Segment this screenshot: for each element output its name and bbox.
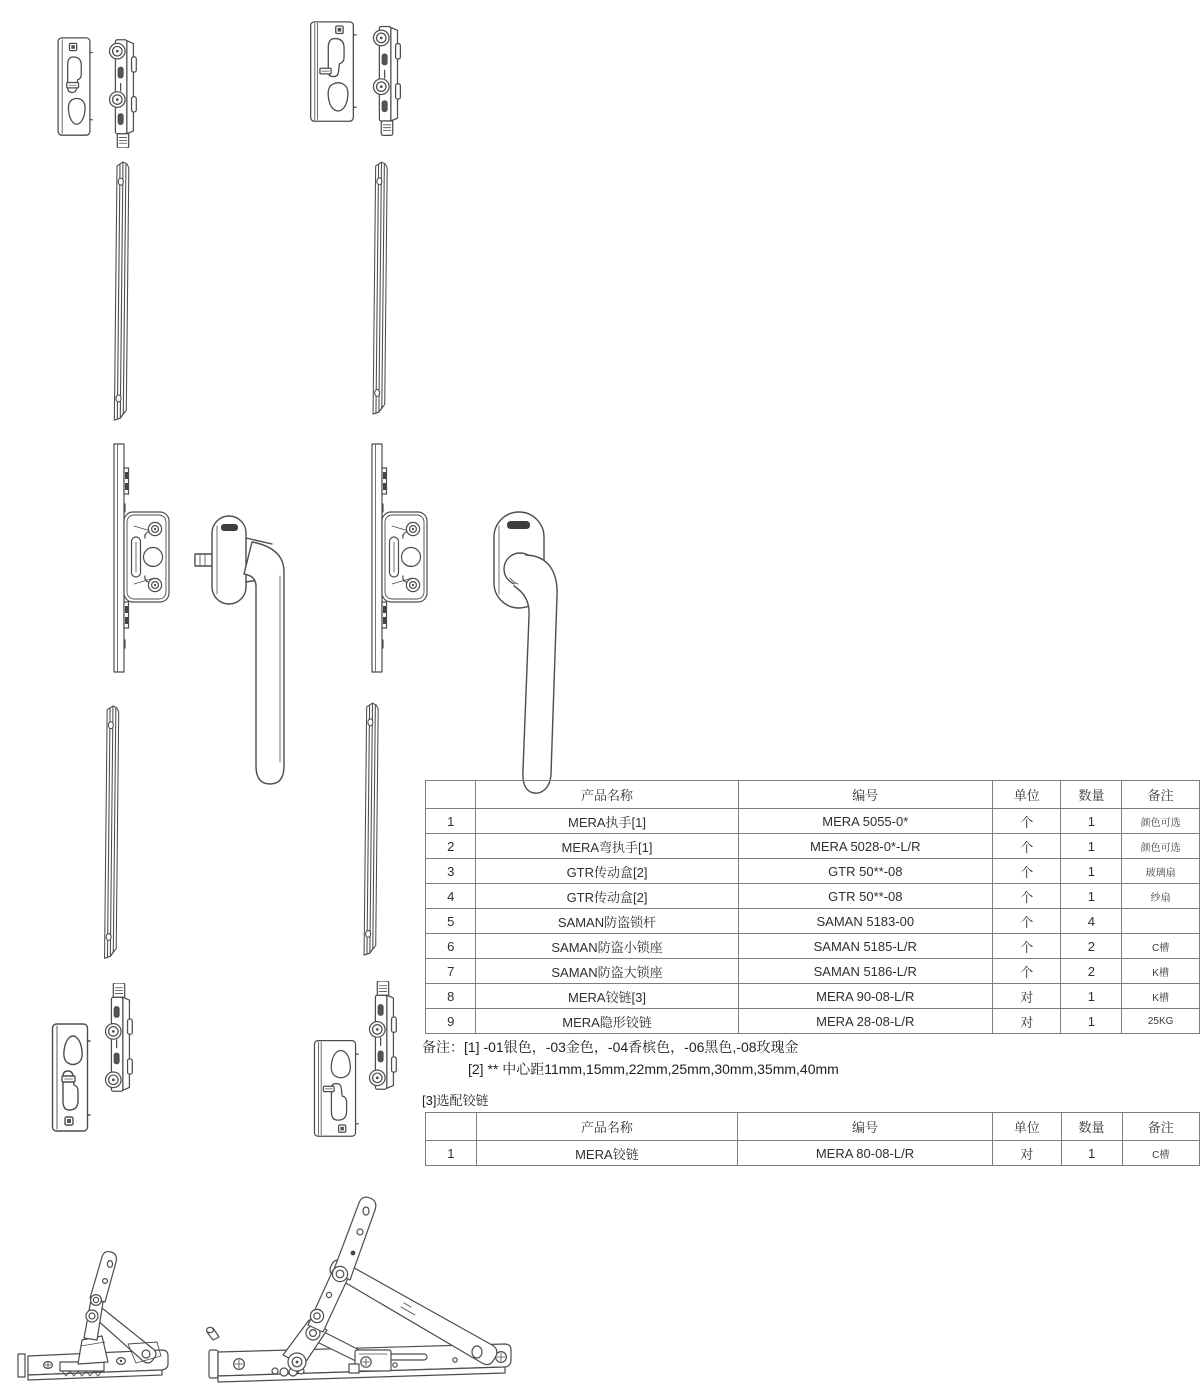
table-row bbox=[426, 859, 1200, 884]
table-cell: SAMAN 5186-L/R bbox=[738, 959, 992, 984]
table-cell: 颜色可选 bbox=[1122, 809, 1200, 834]
notes-block bbox=[422, 1036, 839, 1080]
table-cell: 5 bbox=[426, 909, 476, 934]
table-row bbox=[426, 1009, 1200, 1034]
handle-side-view-drawing bbox=[194, 514, 286, 792]
table-cell: MERA 90-08-L/R bbox=[738, 984, 992, 1009]
friction-hinge-small-drawing bbox=[18, 1244, 173, 1394]
table-cell: 6 bbox=[426, 934, 476, 959]
table-cell: 1 bbox=[426, 809, 476, 834]
table-cell: 1 bbox=[1061, 884, 1122, 909]
table-cell: 1 bbox=[1061, 1009, 1122, 1034]
table-cell: 4 bbox=[426, 884, 476, 909]
table-cell: 1 bbox=[426, 1141, 477, 1166]
table-row bbox=[426, 834, 1200, 859]
table-cell: 1 bbox=[1061, 859, 1122, 884]
table-cell: SAMAN 5185-L/R bbox=[738, 934, 992, 959]
column-header: 单位 bbox=[992, 1113, 1061, 1141]
table-cell: 1 bbox=[1061, 984, 1122, 1009]
table-cell: 玻璃扇 bbox=[1122, 859, 1200, 884]
table-cell: 1 bbox=[1061, 809, 1122, 834]
table-cell: SAMAN防盗大锁座 bbox=[476, 959, 738, 984]
table-cell: 9 bbox=[426, 1009, 476, 1034]
column-header: 产品名称 bbox=[476, 781, 738, 809]
column-header: 备注 bbox=[1122, 1113, 1199, 1141]
table-cell: K槽 bbox=[1122, 959, 1200, 984]
table-row bbox=[426, 959, 1200, 984]
note-line-2: [2] ** 中心距11mm,15mm,22mm,25mm,30mm,35mm,40mm bbox=[468, 1061, 839, 1077]
column-header: 单位 bbox=[992, 781, 1060, 809]
table-cell: 对 bbox=[992, 1009, 1060, 1034]
column-header: 备注 bbox=[1122, 781, 1200, 809]
transmission-gearbox-drawing bbox=[365, 442, 429, 674]
column-header: 数量 bbox=[1061, 781, 1122, 809]
table-cell: SAMAN 5183-00 bbox=[738, 909, 992, 934]
main-parts-table bbox=[425, 780, 1200, 1034]
column-header: 编号 bbox=[738, 781, 992, 809]
notes-label: 备注： bbox=[422, 1039, 464, 1055]
lock-rod-drawing bbox=[369, 157, 394, 423]
lock-cam-strip-drawing bbox=[98, 983, 140, 1095]
table-cell: 8 bbox=[426, 984, 476, 1009]
table-cell: MERA 80-08-L/R bbox=[738, 1141, 993, 1166]
friction-hinge-large-drawing bbox=[205, 1190, 515, 1400]
optional-hinge-table bbox=[425, 1112, 1200, 1166]
table-cell: 2 bbox=[426, 834, 476, 859]
table-row bbox=[426, 984, 1200, 1009]
table-cell: GTR传动盒[2] bbox=[476, 884, 738, 909]
lock-rod-drawing bbox=[360, 701, 385, 961]
column-header bbox=[426, 1113, 477, 1141]
transmission-gearbox-drawing bbox=[107, 442, 171, 674]
table-row bbox=[426, 809, 1200, 834]
table-cell: 个 bbox=[992, 959, 1060, 984]
lock-keeper-large-drawing bbox=[310, 1026, 360, 1150]
table-cell: 1 bbox=[1061, 834, 1122, 859]
table-row bbox=[426, 1141, 1200, 1166]
lock-rod-drawing bbox=[100, 704, 126, 964]
table-cell: GTR 50**-08 bbox=[738, 859, 992, 884]
optional-hinge-label: [3]选配铰链 bbox=[422, 1093, 489, 1108]
table-cell: MERA弯执手[1] bbox=[476, 834, 738, 859]
table-cell: 纱扇 bbox=[1122, 884, 1200, 909]
lock-keeper-small-drawing bbox=[54, 34, 94, 140]
lock-rod-drawing bbox=[110, 160, 136, 426]
column-header: 编号 bbox=[738, 1113, 993, 1141]
table-cell: C槽 bbox=[1122, 934, 1200, 959]
table-cell: 4 bbox=[1061, 909, 1122, 934]
header-row bbox=[426, 1113, 1200, 1141]
table-cell: 颜色可选 bbox=[1122, 834, 1200, 859]
column-header bbox=[426, 781, 476, 809]
table-cell: C槽 bbox=[1122, 1141, 1199, 1166]
table-cell: 2 bbox=[1061, 934, 1122, 959]
table-cell: 个 bbox=[992, 884, 1060, 909]
note-line-1: 备注：[1] -01银色，-03金色，-04香槟色，-06黑色,-08玫瑰金 bbox=[422, 1039, 799, 1055]
table-cell: SAMAN防盗锁杆 bbox=[476, 909, 738, 934]
table-cell: GTR 50**-08 bbox=[738, 884, 992, 909]
column-header: 数量 bbox=[1061, 1113, 1122, 1141]
table-cell: MERA铰链 bbox=[476, 1141, 737, 1166]
header-row bbox=[426, 781, 1200, 809]
table-cell: 个 bbox=[992, 834, 1060, 859]
table-cell: 个 bbox=[992, 909, 1060, 934]
table-cell: K槽 bbox=[1122, 984, 1200, 1009]
table-cell: MERA 5028-0*-L/R bbox=[738, 834, 992, 859]
table-row bbox=[426, 909, 1200, 934]
table-cell: 7 bbox=[426, 959, 476, 984]
table-cell: 3 bbox=[426, 859, 476, 884]
table-cell: 个 bbox=[992, 809, 1060, 834]
table-cell: MERA执手[1] bbox=[476, 809, 738, 834]
table-cell bbox=[1122, 909, 1200, 934]
table-cell: 25KG bbox=[1122, 1009, 1200, 1034]
table-cell: 2 bbox=[1061, 959, 1122, 984]
table-cell: MERA 28-08-L/R bbox=[738, 1009, 992, 1034]
table-cell: GTR传动盒[2] bbox=[476, 859, 738, 884]
table-row bbox=[426, 934, 1200, 959]
table-row bbox=[426, 884, 1200, 909]
table-cell: MERA隐形铰链 bbox=[476, 1009, 738, 1034]
table-cell: 对 bbox=[992, 1141, 1061, 1166]
table-cell: SAMAN防盗小锁座 bbox=[476, 934, 738, 959]
lock-cam-strip-drawing bbox=[102, 36, 144, 148]
lock-cam-strip-drawing bbox=[366, 20, 408, 138]
table-cell: 对 bbox=[992, 984, 1060, 1009]
lock-cam-strip-drawing bbox=[362, 981, 404, 1093]
table-cell: 1 bbox=[1061, 1141, 1122, 1166]
table-cell: 个 bbox=[992, 859, 1060, 884]
lock-keeper-large-drawing bbox=[306, 18, 358, 126]
table-cell: MERA铰链[3] bbox=[476, 984, 738, 1009]
lock-keeper-small-drawing bbox=[48, 1018, 92, 1136]
column-header: 产品名称 bbox=[476, 1113, 737, 1141]
table-cell: 个 bbox=[992, 934, 1060, 959]
table-cell: MERA 5055-0* bbox=[738, 809, 992, 834]
handle-front-view-drawing bbox=[490, 510, 572, 824]
